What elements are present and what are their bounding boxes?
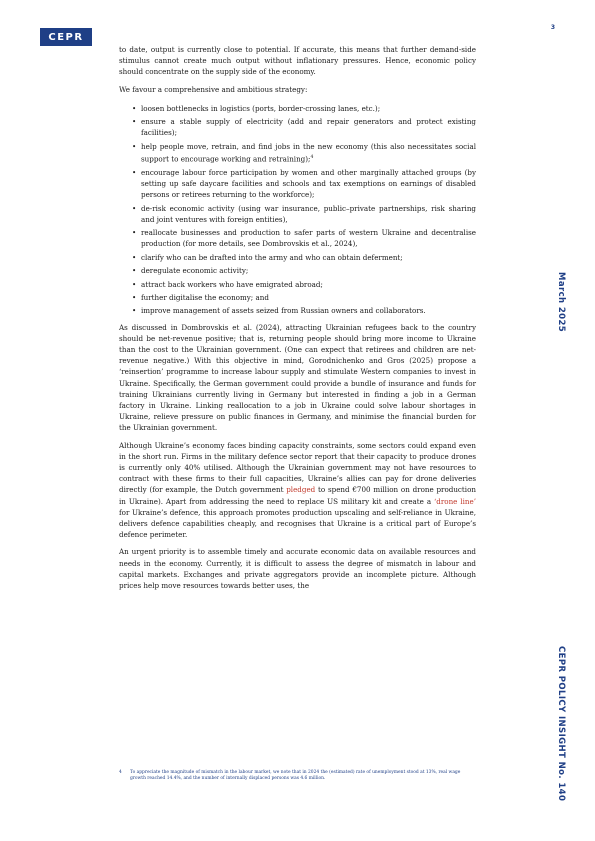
footnote-number: 4 <box>119 770 122 775</box>
paragraph-drones-text: Although Ukraine’s economy faces binding capacity constraints, some sectors could expand even in the short run. Firms in the military defence sector report that their capacity to produce drones is currently only 40% utilised. Although the Ukrainian government may not have resources to contract with these firms to their full capacities, Ukraine’s allies can pay for drone deliveries directly (for example, the Dutch government <box>119 440 476 495</box>
paragraph-supply-side: to date, output is currently close to potential. If accurate, this means that further demand-side stimulus cannot create much output without inflationary pressures. Hence, economic policy should concentrate on the supply side of the economy. <box>119 45 476 77</box>
list-item: • loosen bottlenecks in logistics (ports, border-crossing lanes, etc.); <box>119 103 476 114</box>
list-item: • de-risk economic activity (using war insurance, public–private partnerships, risk sharing and joint ventures with foreign entities), <box>119 203 476 225</box>
list-item <box>119 141 476 165</box>
list-item: • encourage labour force participation by women and other marginally attached groups (by setting up safe daycare facilities and schools and tax exemptions on earnings of disabled persons or retirees returning to the workforce); <box>119 167 476 201</box>
list-item: • ensure a stable supply of electricity (add and repair generators and protect existing facilities); <box>119 116 476 138</box>
paragraph-strategy-intro: We favour a comprehensive and ambitious strategy: <box>119 84 308 94</box>
list-item: • deregulate economic activity; <box>119 265 476 276</box>
link-drone-line[interactable]: ‘drone line’ <box>434 496 477 506</box>
main-text <box>119 44 476 597</box>
paragraph-refugees: As discussed in Dombrovskis et al. (2024), attracting Ukrainian refugees back to the country should be net-revenue positive; that is, returning people should bring more income to Ukraine than the cost to the Ukrainian government. (One can expect that retirees and children are net-revenue negative.) With this objective in mind, Gorodnichenko and Gros (2025) propose a ‘reinsertion’ programme to increase labour supply and stimulate Western companies to invest in Ukraine. Specifically, the German government could provide a bundle of insurance and funds for training Ukrainians currently living in Germany but interested in finding a job in a German factory in Ukraine. Linking reallocation to a job in Ukraine could solve labour shortages in Ukraine, relieve pressure on public finances in Germany, and minimise the financial burden for the Ukrainian government. <box>119 322 476 433</box>
list-item: • attract back workers who have emigrated abroad; <box>119 279 476 290</box>
link-pledged[interactable]: pledged <box>286 485 316 495</box>
cepr-logo: CEPR <box>40 28 92 46</box>
list-item: • improve management of assets seized from Russian owners and collaborators. <box>119 305 476 316</box>
sidebar-date-text: March 2025 <box>556 272 566 333</box>
footnote <box>119 770 469 782</box>
footnote-reference[interactable]: 4 <box>310 155 314 160</box>
sidebar-series-text: CEPR POLICY INSIGHT No. 140 <box>556 646 566 802</box>
paragraph-drones-text: for Ukraine’s defence, this approach promotes production upscaling and self-reliance in Ukraine, delivers defence capabilities cheaply, and recognises that Ukraine is a critical part of Europe’s defence perimeter. <box>119 507 476 540</box>
list-item: • further digitalise the economy; and <box>119 292 476 303</box>
strategy-list <box>119 103 476 317</box>
page-number: 3 <box>550 24 555 31</box>
footnote-text: To appreciate the magnitude of mismatch in the labour market, we note that in 2024 the (estimated) rate of unemployment stood at 13%, real wage growth reached 14.4%, and the number of internally displaced persons was 4.6 million. <box>130 770 461 782</box>
paragraph-data-priority: An urgent priority is to assemble timely and accurate economic data on available resources and needs in the economy. Currently, it is difficult to assess the degree of mismatch in labour and capital markets. Exchanges and private aggregators provide an incomplete picture. Although prices help move resources towards better uses, the <box>119 547 476 590</box>
paragraph-drones <box>119 440 476 541</box>
list-item: • clarify who can be drafted into the army and who can obtain deferment; <box>119 252 476 263</box>
paragraph-drones-text: to spend €700 million on drone production in Ukraine). Apart from addressing the need to replace US military kit and create a <box>119 485 476 506</box>
list-item: • reallocate businesses and production to safer parts of western Ukraine and decentralise production (for more details, see Dombrovskis et al., 2024), <box>119 227 476 249</box>
list-item-text: help people move, retrain, and find jobs in the new economy (this also necessitates social support to encourage working and retraining); <box>141 141 476 164</box>
